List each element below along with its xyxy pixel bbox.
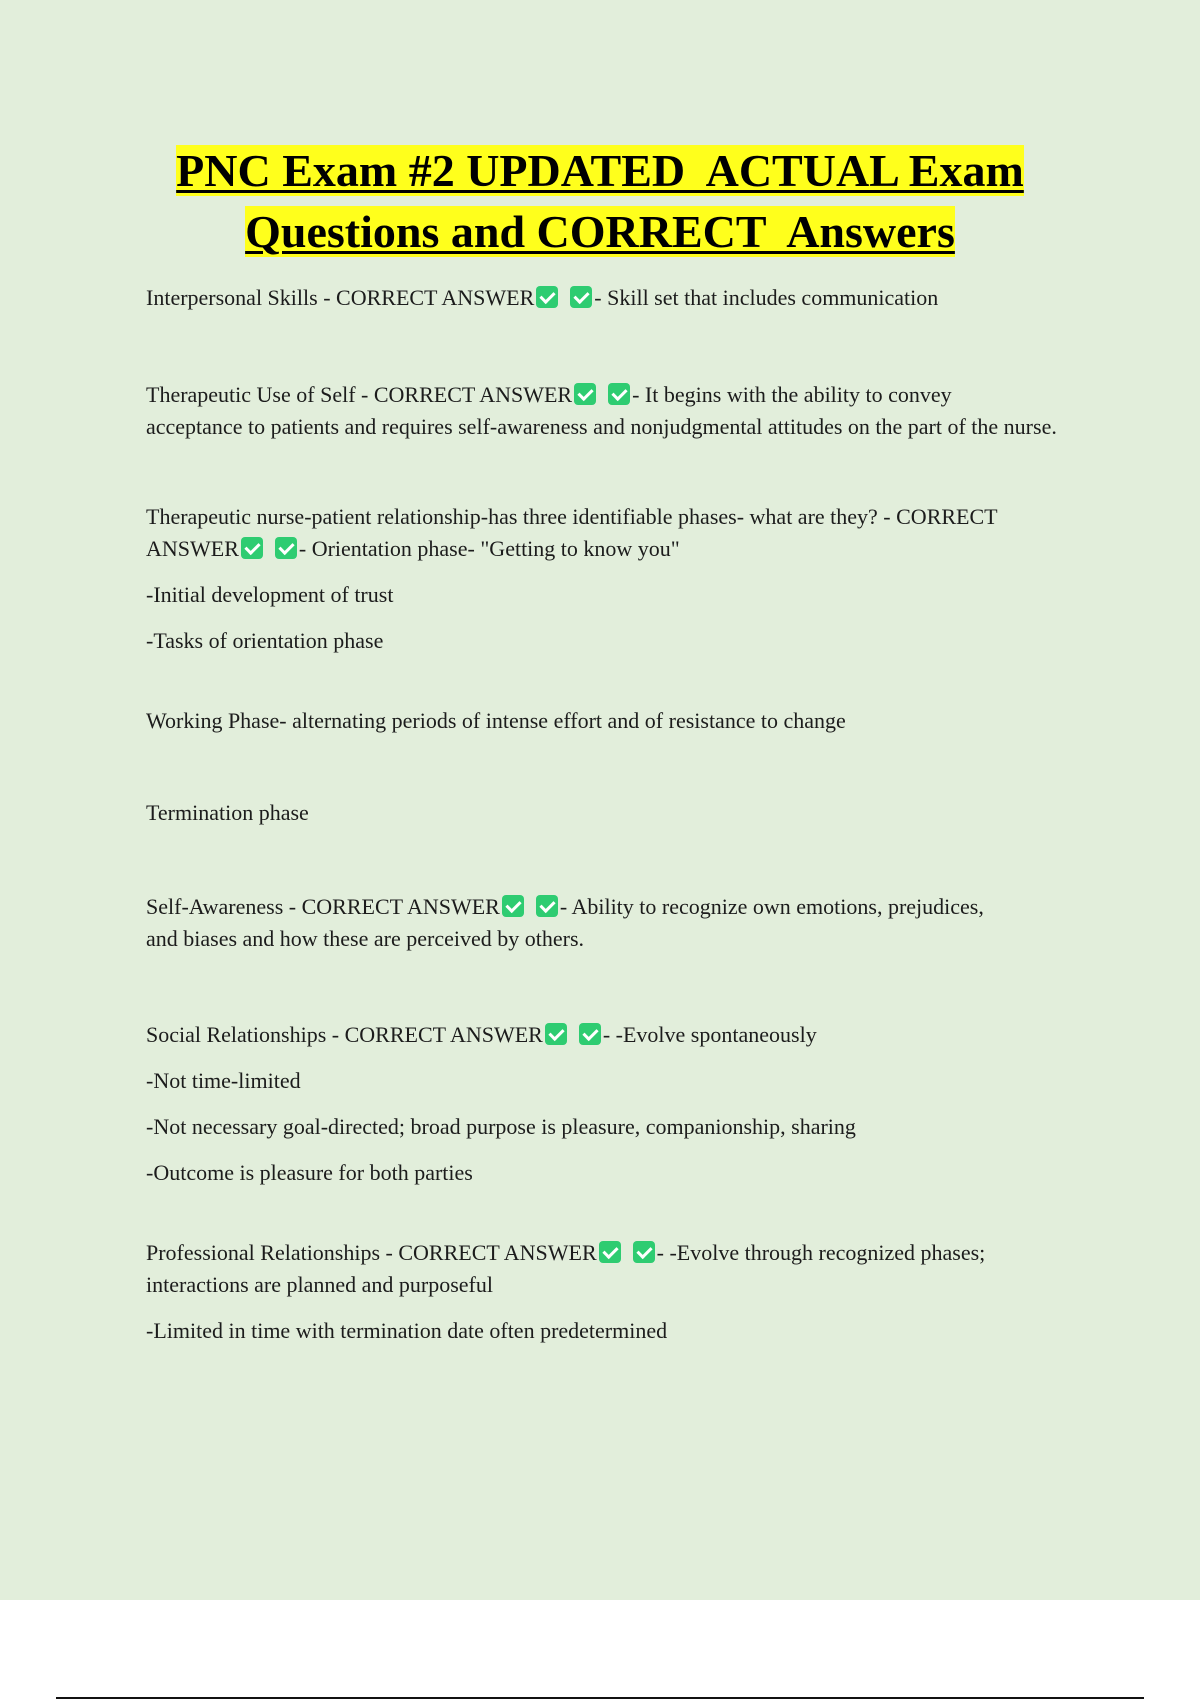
document-title: [0, 140, 1200, 262]
correct-answer-label: CORRECT ANSWER: [344, 1022, 543, 1047]
check-mark-button-icon: [574, 383, 596, 405]
footer-divider: [56, 1697, 1144, 1699]
qa-item-therapeutic-use-of-self: [146, 379, 1086, 443]
check-mark-button-icon: [579, 1023, 601, 1045]
qa-answer-start: - -Evolve through recognized phases;: [656, 1240, 986, 1265]
title-line-2: Questions and CORRECT Answers: [245, 206, 955, 257]
qa-term: Self-Awareness -: [146, 894, 302, 919]
qa-answer-rest: and biases and how these are perceived by others.: [146, 926, 585, 951]
qa-term: Professional Relationships -: [146, 1240, 399, 1265]
check-mark-button-icon: [633, 1241, 655, 1263]
check-mark-button-icon: [502, 895, 524, 917]
qa-term: Interpersonal Skills -: [146, 285, 337, 310]
correct-answer-label: CORRECT ANSWER: [301, 894, 500, 919]
check-mark-button-icon: [599, 1241, 621, 1263]
qa-item-interpersonal-skills: [146, 282, 1086, 314]
list-item: -Limited in time with termination date often predetermined: [146, 1318, 668, 1343]
qa-answer-rest: interactions are planned and purposeful: [146, 1272, 493, 1297]
title-line-1: PNC Exam #2 UPDATED ACTUAL Exam: [176, 145, 1024, 196]
list-item: -Initial development of trust: [146, 582, 394, 607]
check-mark-button-icon: [545, 1023, 567, 1045]
qa-term: Social Relationships -: [146, 1022, 345, 1047]
correct-answer-label: CORRECT ANSWER: [336, 285, 535, 310]
list-item: -Outcome is pleasure for both parties: [146, 1160, 473, 1185]
correct-answer-label-tail: ANSWER: [146, 536, 239, 561]
qa-answer-rest: acceptance to patients and requires self-awareness and nonjudgmental attitudes on the part of the nurse.: [146, 414, 1057, 439]
check-mark-button-icon: [536, 286, 558, 308]
correct-answer-label: CORRECT ANSWER: [373, 382, 573, 407]
check-mark-button-icon: [608, 383, 630, 405]
check-mark-button-icon: [536, 895, 558, 917]
list-item: -Not time-limited: [146, 1068, 301, 1093]
qa-item-self-awareness: [146, 891, 1086, 955]
qa-answer: - Orientation phase- "Getting to know you": [298, 536, 680, 561]
qa-answer-start: - Ability to recognize own emotions, prejudices,: [559, 894, 984, 919]
qa-item-professional-relationships: [146, 1237, 1086, 1301]
termination-phase-text: Termination phase: [146, 800, 309, 825]
qa-question-start: Therapeutic nurse-patient relationship-has three identifiable phases- what are they? - CORRECT: [146, 504, 998, 529]
check-mark-button-icon: [241, 537, 263, 559]
qa-term: Therapeutic Use of Self -: [146, 382, 374, 407]
qa-item-relationship-phases: [146, 501, 1086, 565]
list-item: -Not necessary goal-directed; broad purpose is pleasure, companionship, sharing: [146, 1114, 856, 1139]
list-item: -Tasks of orientation phase: [146, 628, 384, 653]
qa-answer-start: - It begins with the ability to convey: [632, 382, 952, 407]
qa-content: [146, 282, 1086, 1347]
check-mark-button-icon: [275, 537, 297, 559]
qa-answer: - -Evolve spontaneously: [602, 1022, 817, 1047]
working-phase-text: Working Phase- alternating periods of intense effort and of resistance to change: [146, 708, 846, 733]
check-mark-button-icon: [570, 286, 592, 308]
correct-answer-label: CORRECT ANSWER: [398, 1240, 597, 1265]
qa-item-social-relationships: [146, 1019, 1086, 1051]
qa-answer: - Skill set that includes communication: [594, 285, 939, 310]
